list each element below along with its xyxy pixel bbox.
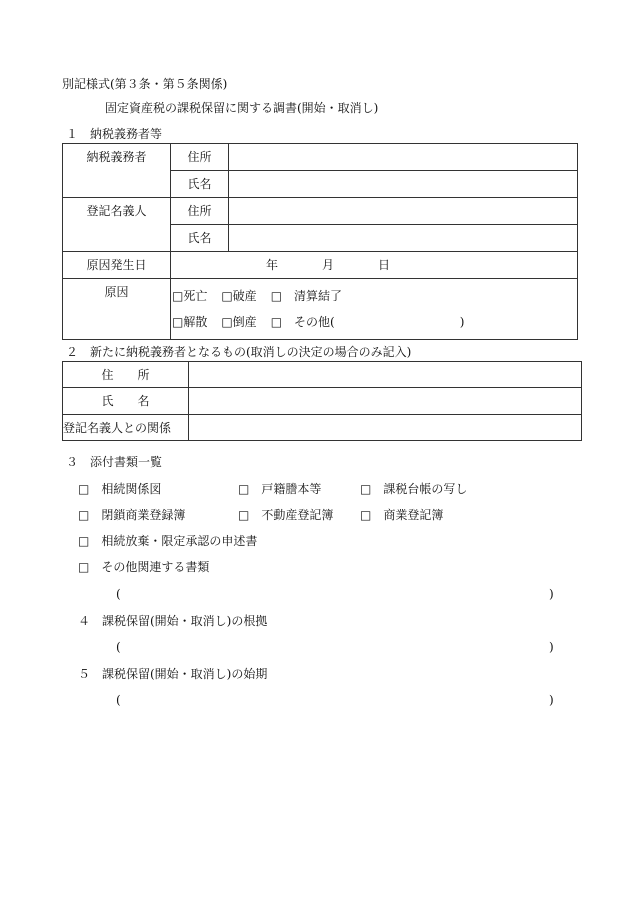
cause-bankruptcy-checkbox[interactable]: □破産 [221, 289, 257, 303]
attach-tax-ledger-copy[interactable]: □ 課税台帳の写し [360, 482, 468, 496]
cause-row-2 [172, 309, 577, 335]
date-day: 日 [378, 258, 391, 272]
section5-paren-open: ( [116, 693, 121, 707]
cause-row-1 [172, 283, 577, 309]
cause-date-field[interactable] [171, 252, 578, 279]
section4-heading: ４ 課税保留(開始・取消し)の根拠 [78, 614, 268, 628]
attach-commercial-register[interactable]: □ 商業登記簿 [360, 508, 444, 522]
registrant-address-label: 住所 [171, 198, 229, 225]
attach-other-documents[interactable]: □ その他関連する書類 [78, 560, 210, 574]
attach-real-estate-register[interactable]: □ 不動産登記簿 [238, 508, 334, 522]
registrant-address-field[interactable] [229, 198, 578, 225]
section4-paren-close: ) [549, 640, 554, 654]
section1-heading: １ 納税義務者等 [66, 127, 163, 141]
cause-other-close: ) [459, 315, 465, 329]
registrant-name-label: 氏名 [171, 225, 229, 252]
cause-dissolution-checkbox[interactable]: □解散 [172, 315, 208, 329]
section4-paren-open: ( [116, 640, 121, 654]
cause-options [171, 279, 578, 340]
cause-other-checkbox[interactable]: □ その他( [270, 315, 335, 329]
taxpayer-label: 納税義務者 [63, 144, 171, 198]
new-address-label: 住 所 [63, 362, 189, 388]
new-name-field[interactable] [189, 388, 582, 415]
new-taxpayer-table [62, 361, 582, 441]
attach-closed-commercial-register[interactable]: □ 閉鎖商業登録簿 [78, 508, 186, 522]
cause-date-label: 原因発生日 [63, 252, 171, 279]
form-reference: 別記様式(第３条・第５条関係) [62, 77, 228, 91]
section3-heading: ３ 添付書類一覧 [66, 455, 163, 469]
taxpayer-name-field[interactable] [229, 171, 578, 198]
cause-liquidation-checkbox[interactable]: □ 清算結了 [270, 289, 343, 303]
date-month: 月 [322, 258, 335, 272]
new-name-label: 氏 名 [63, 388, 189, 415]
section5-paren-close: ) [549, 693, 554, 707]
section3-paren-close: ) [549, 587, 554, 601]
registrant-name-field[interactable] [229, 225, 578, 252]
attach-family-register[interactable]: □ 戸籍謄本等 [238, 482, 322, 496]
taxpayer-table [62, 143, 578, 340]
registrant-label: 登記名義人 [63, 198, 171, 252]
document-title: 固定資産税の課税保留に関する調書(開始・取消し) [105, 101, 379, 115]
section5-heading: ５ 課税保留(開始・取消し)の始期 [78, 667, 268, 681]
relation-field[interactable] [189, 415, 582, 441]
cause-death-checkbox[interactable]: □死亡 [172, 289, 208, 303]
cause-collapse-checkbox[interactable]: □倒産 [221, 315, 257, 329]
taxpayer-address-field[interactable] [229, 144, 578, 171]
new-address-field[interactable] [189, 362, 582, 388]
attach-inheritance-renunciation[interactable]: □ 相続放棄・限定承認の申述書 [78, 534, 258, 548]
taxpayer-name-label: 氏名 [171, 171, 229, 198]
section3-paren-open: ( [116, 587, 121, 601]
section2-heading: ２ 新たに納税義務者となるもの(取消しの決定の場合のみ記入) [66, 345, 412, 359]
attach-kinship-chart[interactable]: □ 相続関係図 [78, 482, 162, 496]
taxpayer-address-label: 住所 [171, 144, 229, 171]
date-year: 年 [266, 258, 279, 272]
relation-label: 登記名義人との関係 [63, 415, 189, 441]
cause-label: 原因 [63, 279, 171, 340]
